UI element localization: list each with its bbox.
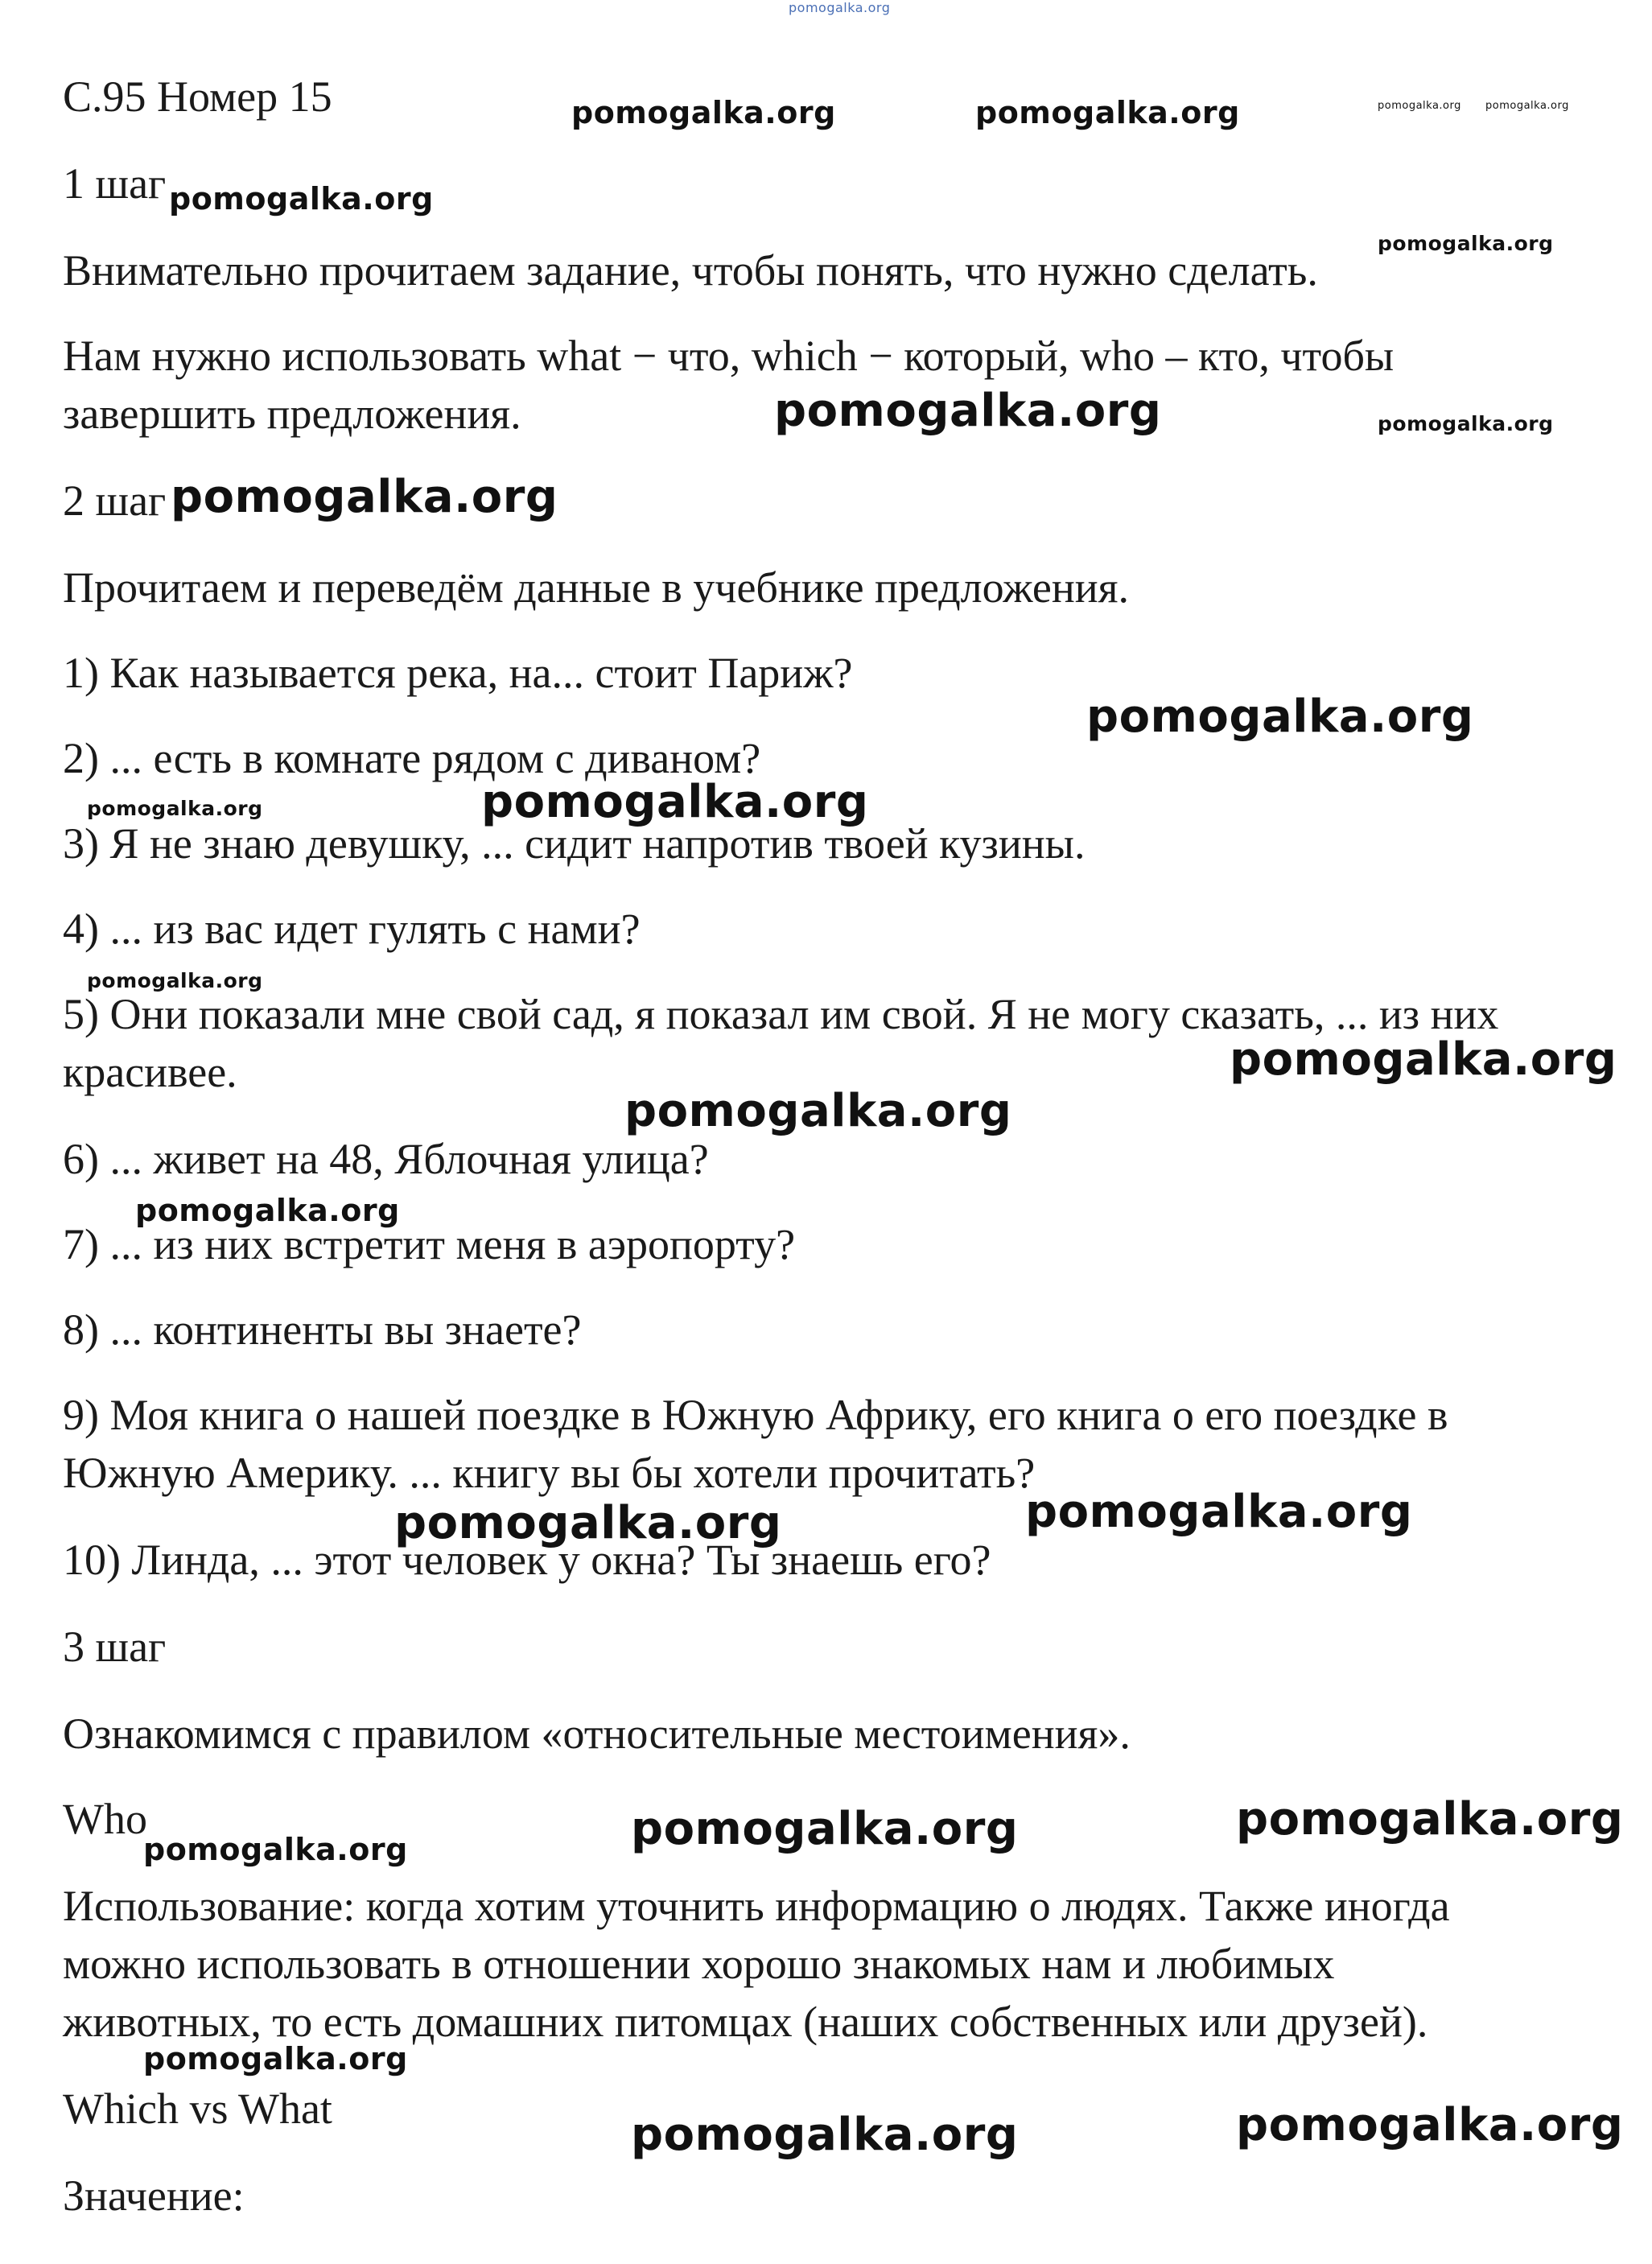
watermark: pomogalka.org (1378, 100, 1461, 112)
watermark: pomogalka.org (135, 1193, 400, 1228)
watermark: pomogalka.org (87, 797, 263, 820)
watermark: pomogalka.org (1086, 691, 1474, 743)
step-1-text-2-line-1: Нам нужно использовать what − что, which − который, who – кто, чтобы (63, 332, 1395, 380)
watermark: pomogalka.org (975, 95, 1240, 130)
sentence-1: 1) Как называется река, на... стоит Париж? (63, 649, 853, 697)
step-2-text: Прочитаем и переведём данные в учебнике предложения. (63, 563, 1129, 612)
sentence-9-line-1: 9) Моя книга о нашей поездке в Южную Африку, его книга о его поездке в (63, 1391, 1448, 1439)
watermark: pomogalka.org (774, 385, 1162, 437)
sentence-10: 10) Линда, ... этот человек у окна? Ты знаешь его? (63, 1536, 991, 1584)
which-vs-what-title: Which vs What (63, 2085, 332, 2133)
watermark: pomogalka.org (1230, 1033, 1617, 1086)
watermark: pomogalka.org (87, 969, 263, 992)
who-usage-line-3: животных, то есть домашних питомцах (наших собственных или друзей). (63, 1998, 1428, 2046)
watermark: pomogalka.org (1378, 232, 1554, 255)
who-usage-line-1: Использование: когда хотим уточнить информацию о людях. Также иногда (63, 1882, 1450, 1930)
sentence-5-line-1: 5) Они показали мне свой сад, я показал им свой. Я не могу сказать, ... из них (63, 990, 1499, 1038)
watermark: pomogalka.org (169, 181, 434, 217)
who-usage-line-2: можно использовать в отношении хорошо знакомых нам и любимых (63, 1940, 1335, 1988)
step-2-heading: 2 шаг (63, 476, 167, 525)
watermark: pomogalka.org (631, 2109, 1019, 2161)
who-title: Who (63, 1795, 147, 1843)
watermark: pomogalka.org (1378, 412, 1554, 435)
watermark: pomogalka.org (481, 776, 869, 828)
sentence-7: 7) ... из них встретит меня в аэропорту? (63, 1220, 796, 1268)
sentence-6: 6) ... живет на 48, Яблочная улица? (63, 1135, 709, 1183)
step-1-text-2-line-2: завершить предложения. (63, 390, 521, 438)
sentence-9-line-2: Южную Америку. ... книгу вы бы хотели прочитать? (63, 1449, 1036, 1497)
watermark-top: pomogalka.org (789, 0, 891, 15)
watermark: pomogalka.org (143, 2041, 408, 2076)
meaning-label: Значение: (63, 2171, 245, 2220)
step-3-text: Ознакомимся с правилом «относительные местоимения». (63, 1709, 1131, 1758)
sentence-3: 3) Я не знаю девушку, ... сидит напротив твоей кузины. (63, 819, 1086, 868)
step-1-text: Внимательно прочитаем задание, чтобы понять, что нужно сделать. (63, 246, 1318, 295)
watermark: pomogalka.org (1236, 2099, 1624, 2151)
watermark: pomogalka.org (143, 1832, 408, 1867)
page-heading: С.95 Номер 15 (63, 72, 332, 121)
sentence-4: 4) ... из вас идет гулять с нами? (63, 905, 641, 953)
step-1-heading: 1 шаг (63, 159, 167, 208)
sentence-8: 8) ... континенты вы знаете? (63, 1305, 582, 1354)
watermark: pomogalka.org (624, 1085, 1012, 1137)
watermark: pomogalka.org (1485, 100, 1569, 112)
watermark: pomogalka.org (1236, 1793, 1624, 1845)
sentence-2: 2) ... есть в комнате рядом с диваном? (63, 734, 761, 782)
watermark: pomogalka.org (1025, 1486, 1413, 1538)
step-3-heading: 3 шаг (63, 1623, 167, 1671)
watermark: pomogalka.org (571, 95, 836, 130)
watermark: pomogalka.org (171, 471, 558, 523)
watermark: pomogalka.org (394, 1497, 782, 1549)
sentence-5-line-2: красивее. (63, 1048, 237, 1096)
watermark: pomogalka.org (631, 1803, 1019, 1855)
